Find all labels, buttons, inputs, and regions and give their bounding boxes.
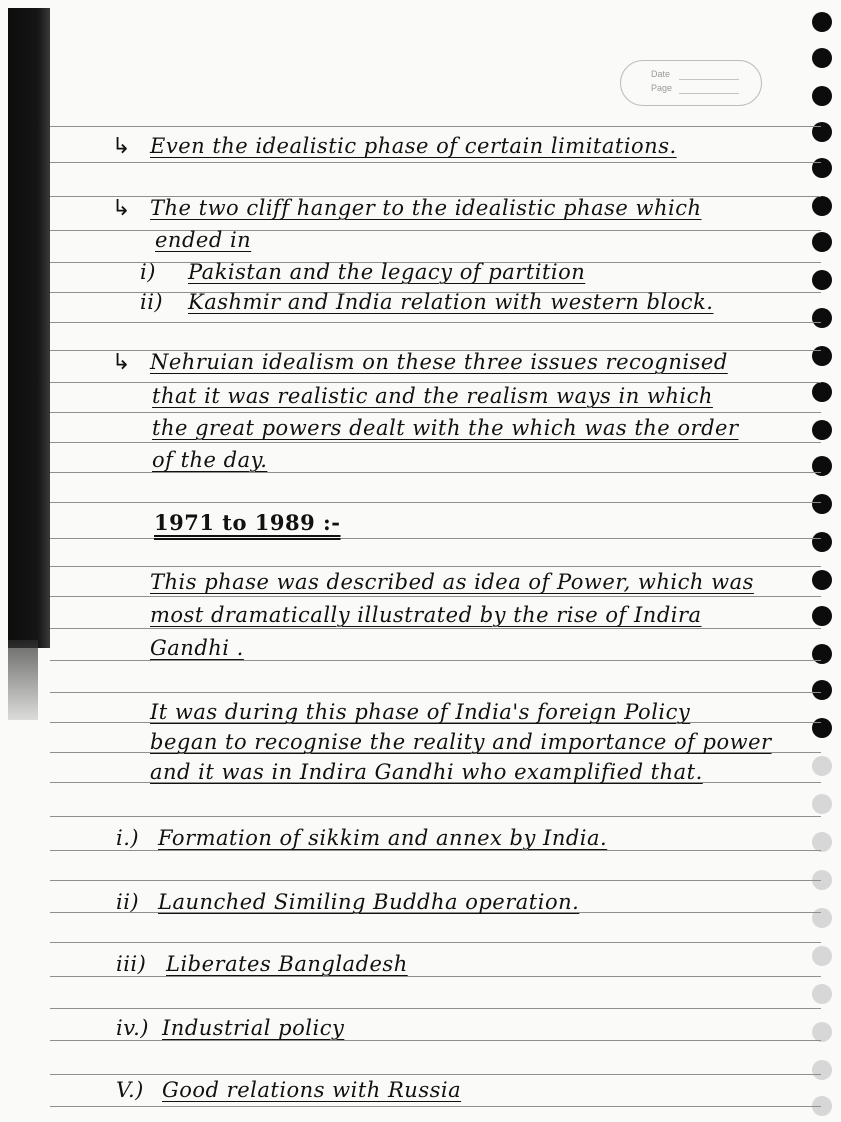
spiral-hole (812, 794, 832, 814)
note-line: This phase was described as idea of Power, which was (150, 570, 754, 594)
ruled-line (50, 628, 821, 629)
spiral-hole (812, 196, 832, 216)
subitem-number: ii) (140, 290, 164, 314)
note-line: Nehruian idealism on these three issues recognised (150, 350, 728, 374)
spiral-hole (812, 1022, 832, 1042)
ruled-line (50, 472, 821, 473)
arrow-bullet-icon: ↳ (112, 350, 131, 375)
list-number: iii) (116, 952, 147, 976)
spiral-hole (812, 570, 832, 590)
ruled-line (50, 880, 821, 881)
spiral-hole (812, 606, 832, 626)
binding-edge (8, 8, 50, 648)
list-number: i.) (116, 826, 140, 850)
spiral-hole (812, 1060, 832, 1080)
ruled-line (50, 596, 821, 597)
note-line: It was during this phase of India's foreign Policy (150, 700, 691, 724)
note-line: Kashmir and India relation with western block. (188, 290, 714, 314)
spiral-hole (812, 832, 832, 852)
spiral-hole (812, 346, 832, 366)
spiral-hole (812, 532, 832, 552)
ruled-line (50, 412, 821, 413)
spiral-hole (812, 718, 832, 738)
ruled-line (50, 566, 821, 567)
spiral-hole (812, 86, 832, 106)
spiral-hole (812, 946, 832, 966)
spiral-hole (812, 908, 832, 928)
spiral-hole (812, 680, 832, 700)
spiral-hole (812, 456, 832, 476)
spiral-hole (812, 308, 832, 328)
date-line (679, 79, 739, 80)
list-number: ii) (116, 890, 140, 914)
ruled-line (50, 850, 821, 851)
note-line: that it was realistic and the realism ways in which (152, 384, 713, 408)
note-line: of the day. (152, 448, 268, 472)
spiral-hole (812, 48, 832, 68)
ruled-line (50, 1040, 821, 1041)
ruled-line (50, 816, 821, 817)
spiral-hole (812, 122, 832, 142)
ruled-line (50, 976, 821, 977)
spiral-hole (812, 270, 832, 290)
ruled-line (50, 942, 821, 943)
note-line: the great powers dealt with the which was the order (152, 416, 739, 440)
note-line: Pakistan and the legacy of partition (188, 260, 586, 284)
list-number: V.) (116, 1078, 144, 1102)
section-heading: 1971 to 1989 :- (154, 510, 341, 535)
subitem-number: i) (140, 260, 156, 284)
ruled-line (50, 1008, 821, 1009)
spiral-hole (812, 756, 832, 776)
note-line: Even the idealistic phase of certain limitations. (150, 134, 677, 158)
note-line: The two cliff hanger to the idealistic phase which (150, 196, 702, 220)
note-line: ended in (155, 228, 252, 252)
ruled-line (50, 126, 821, 127)
note-line: Gandhi . (150, 636, 244, 660)
date-label: Date (651, 69, 671, 79)
list-item: Industrial policy (162, 1016, 345, 1040)
binding-shadow (8, 640, 38, 720)
list-item: Formation of sikkim and annex by India. (158, 826, 608, 850)
spiral-hole (812, 12, 832, 32)
note-line: and it was in Indira Gandhi who examplified that. (150, 760, 703, 784)
spiral-hole (812, 644, 832, 664)
ruled-line (50, 442, 821, 443)
ruled-line (50, 692, 821, 693)
spiral-hole (812, 984, 832, 1004)
list-item: Launched Similing Buddha operation. (158, 890, 580, 914)
spiral-hole (812, 420, 832, 440)
ruled-line (50, 322, 821, 323)
spiral-hole (812, 382, 832, 402)
spiral-hole (812, 158, 832, 178)
ruled-line (50, 1074, 821, 1075)
page-label: Page (651, 83, 673, 93)
list-item: Good relations with Russia (162, 1078, 462, 1102)
note-line: most dramatically illustrated by the rise of Indira (150, 603, 702, 627)
list-number: iv.) (116, 1016, 149, 1040)
page-line (679, 93, 739, 94)
ruled-line (50, 502, 821, 503)
date-page-box (620, 60, 762, 106)
ruled-line (50, 162, 821, 163)
spiral-hole (812, 232, 832, 252)
arrow-bullet-icon: ↳ (112, 134, 131, 159)
arrow-bullet-icon: ↳ (112, 196, 131, 221)
list-item: Liberates Bangladesh (166, 952, 408, 976)
note-line: began to recognise the reality and importance of power (150, 730, 772, 754)
ruled-line (50, 538, 821, 539)
spiral-hole (812, 494, 832, 514)
ruled-line (50, 382, 821, 383)
ruled-line (50, 660, 821, 661)
ruled-line (50, 1106, 821, 1107)
